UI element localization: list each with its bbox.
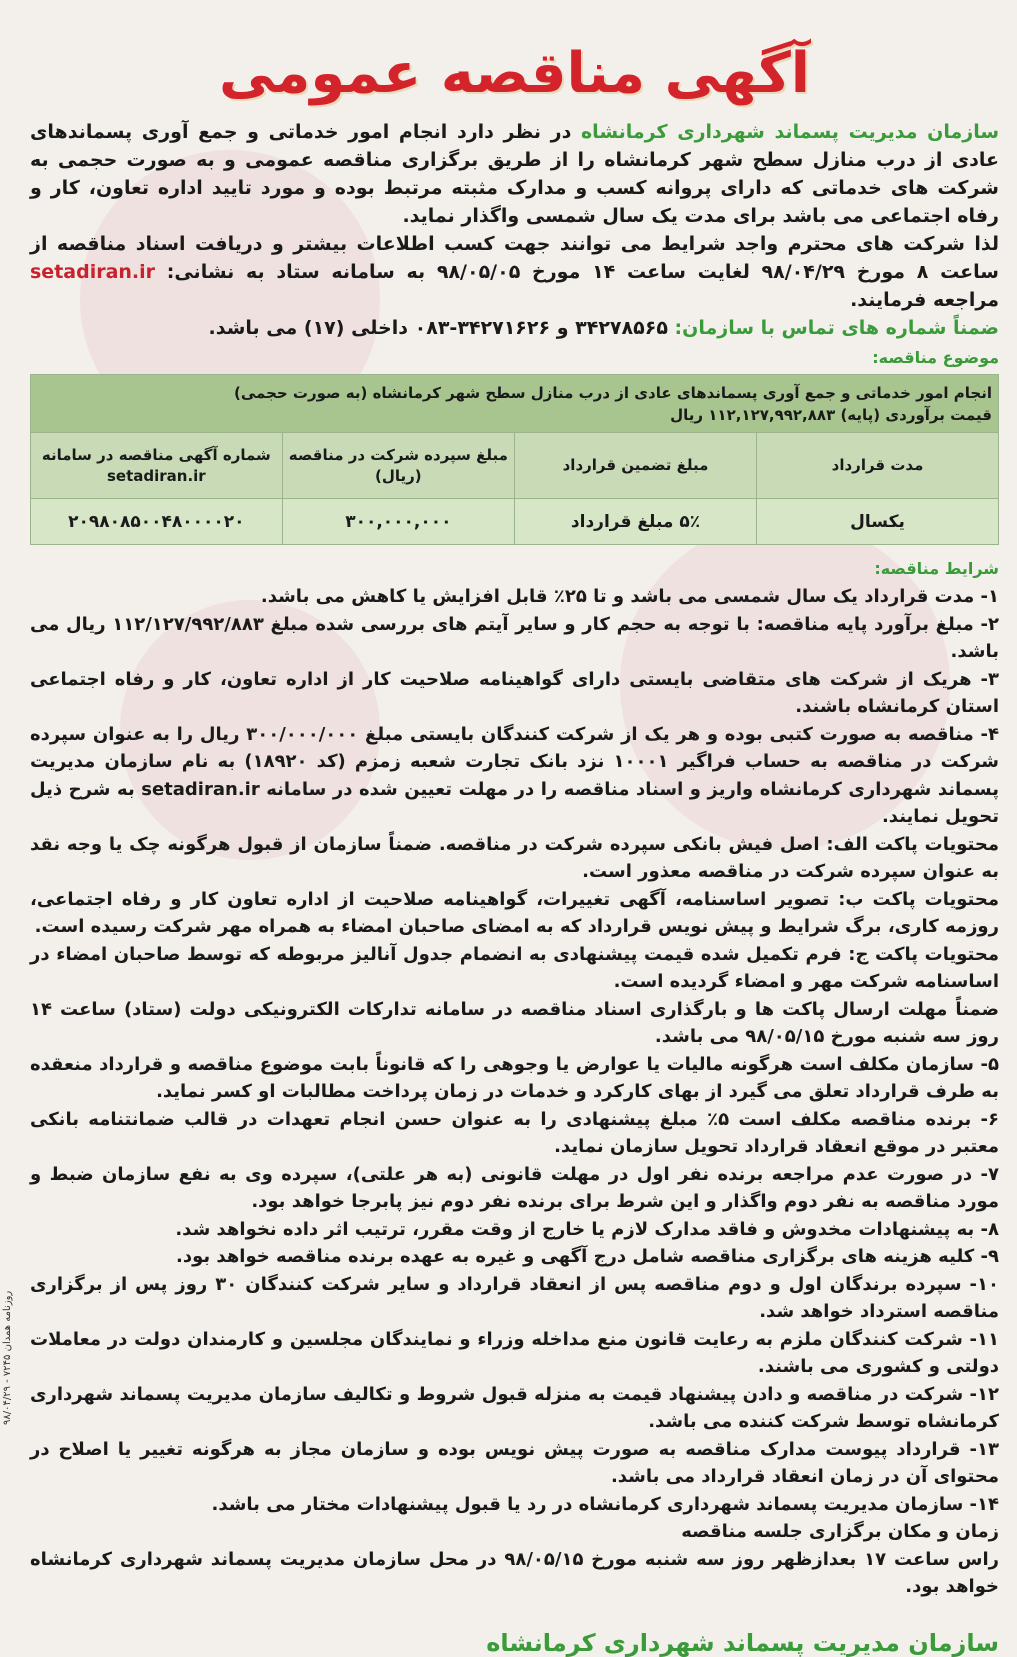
intro-paragraph xyxy=(30,118,999,230)
conditions-label: شرایط مناقصه: xyxy=(874,559,999,578)
header-deposit: مبلغ سپرده شرکت در مناقصه (ریال) xyxy=(282,433,514,499)
header-notice-number: شماره آگهی مناقصه در سامانه setadiran.ir xyxy=(31,433,283,499)
organization-name: سازمان مدیریت پسماند شهرداری کرمانشاه xyxy=(580,121,1000,143)
condition-item: محتویات پاکت الف: اصل فیش بانکی سپرده شرکت در مناقصه. ضمناً سازمان از قبول هرگونه چک یا وجه نقد به عنوان سپرده شرکت در مناقصه معذور است. xyxy=(30,833,999,882)
intro-text-2-end: مراجعه فرمایند. xyxy=(850,289,999,311)
condition-item: ۳- هریک از شرکت های متقاضی بایستی دارای گواهینامه صلاحیت کار از اداره تعاون، کار و رفاه اجتماعی استان کرمانشاه باشند. xyxy=(30,668,999,717)
condition-item: ضمناً مهلت ارسال پاکت ها و بارگذاری اسناد مناقصه در سامانه تدارکات الکترونیکی دولت (ستاد) ساعت ۱۴ روز سه شنبه مورخ ۹۸/۰۵/۱۵ می باشد. xyxy=(30,998,999,1047)
intro-section xyxy=(30,118,999,342)
condition-item: محتویات پاکت ب: تصویر اساسنامه، آگهی تغییرات، گواهینامه صلاحیت از اداره تعاون کار و رفاه اجتماعی، روزمه کاری، برگ شرایط و پیش نویس قرارداد که به امضای صاحبان امضاء به همراه مهر شرکت رسیده است. xyxy=(30,888,999,937)
condition-item: ۲- مبلغ برآورد پایه مناقصه: با توجه به حجم کار و سایر آیتم های بررسی شده مبلغ ۱۱۲/۱۲۷/۹۹۲/۸۸۳ ریال می باشد. xyxy=(30,613,999,662)
value-notice-number: ۲۰۹۸۰۸۵۰۰۴۸۰۰۰۰۲۰ xyxy=(31,499,283,545)
condition-item: ۸- به پیشنهادات مخدوش و فاقد مدارک لازم یا خارج از وقت مقرر، ترتیب اثر داده نخواهد شد. xyxy=(175,1218,999,1240)
footer-organization: سازمان مدیریت پسماند شهرداری کرمانشاه xyxy=(486,1628,999,1657)
value-guarantee: ۵٪ مبلغ قرارداد xyxy=(515,499,757,545)
contact-numbers: ۳۴۲۷۸۵۶۵ و ۳۴۲۷۱۶۲۶-۰۸۳ داخلی (۱۷) می باشد. xyxy=(208,317,668,339)
meeting-time-heading: زمان و مکان برگزاری جلسه مناقصه xyxy=(681,1521,999,1542)
meeting-time-detail: راس ساعت ۱۷ بعدازظهر روز سه شنبه مورخ ۹۸/۰۵/۱۵ در محل سازمان مدیریت پسماند شهرداری کرمانشاه خواهد بود. xyxy=(30,1548,999,1597)
intro-text-2: لذا شرکت های محترم واجد شرایط می توانند جهت کسب اطلاعات بیشتر و دریافت اسناد مناقصه از ساعت ۸ مورخ ۹۸/۰۴/۲۹ لغایت ساعت ۱۴ مورخ ۹۸/۰۵/۰۵ به سامانه ستاد به نشانی: xyxy=(30,233,999,283)
condition-item: ۷- در صورت عدم مراجعه برنده نفر اول در مهلت قانونی (به هر علتی)، سپرده وی به نفع سازمان ضبط و مورد مناقصه به نفر دوم واگذار و این شرط برای برنده نفر دوم نیز پابرجا خواهد بود. xyxy=(30,1163,999,1212)
base-price: قیمت برآوردی (پایه) ۱۱۲,۱۲۷,۹۹۲,۸۸۳ ریال xyxy=(670,405,992,424)
side-publication-note: روزنامه همدان ۷۲۴۵ - ۹۸/۰۴/۲۹ xyxy=(2,1290,13,1425)
condition-item: ۱۱- شرکت کنندگان ملزم به رعایت قانون منع مداخله وزراء و نمایندگان مجلسین و کارمندان دولت در معاملات دولتی و کشوری می باشند. xyxy=(30,1328,999,1377)
setadiran-link[interactable]: setadiran.ir xyxy=(30,261,156,283)
subject-text: انجام امور خدماتی و جمع آوری پسماندهای عادی از درب منازل سطح شهر کرمانشاه (به صورت حجمی) xyxy=(234,383,992,402)
tender-table xyxy=(30,374,999,545)
page-title: آگهی مناقصه عمومی xyxy=(219,41,810,106)
condition-item: ۴- مناقصه به صورت کتبی بوده و هر یک از شرکت کنندگان بایستی مبلغ ۳۰۰/۰۰۰/۰۰۰ ریال را به عنوان سپرده شرکت در مناقصه به حساب فراگیر ۱۰۰۰۱ نزد بانک تجارت شعبه زمزم (کد ۱۸۹۲۰) به نام سازمان مدیریت پسماند شهرداری کرمانشاه واریز و اسناد مناقصه را در مهلت تعیین شده در سامانه setadiran.ir به شرح ذیل تحویل نمایند. xyxy=(30,723,1000,827)
value-deposit: ۳۰۰,۰۰۰,۰۰۰ xyxy=(282,499,514,545)
contact-paragraph xyxy=(30,314,999,342)
condition-item: ۱۴- سازمان مدیریت پسماند شهرداری کرمانشاه در رد یا قبول پیشنهادات مختار می باشد. xyxy=(211,1493,999,1515)
condition-item: ۱- مدت قرارداد یک سال شمسی می باشد و تا ۲۵٪ قابل افزایش یا کاهش می باشد. xyxy=(260,586,999,607)
value-duration: یکسال xyxy=(757,499,999,545)
subject-cell xyxy=(31,375,999,433)
header-duration: مدت قرارداد xyxy=(757,433,999,499)
condition-item: ۶- برنده مناقصه مکلف است ۵٪ مبلغ پیشنهادی را به عنوان حسن انجام تعهدات در قالب ضمانتنامه بانکی معتبر در موقع انعقاد قرارداد تحویل سازمان نماید. xyxy=(30,1108,1000,1157)
condition-item: ۹- کلیه هزینه های برگزاری مناقصه شامل درج آگهی و غیره به عهده برنده مناقصه خواهد بود. xyxy=(176,1246,999,1267)
header-guarantee: مبلغ تضمین قرارداد xyxy=(515,433,757,499)
condition-item: ۱۲- شرکت در مناقصه و دادن پیشنهاد قیمت به منزله قبول شروط و تکالیف سازمان مدیریت پسماند شهرداری کرمانشاه توسط شرکت کننده می باشد. xyxy=(30,1383,999,1432)
intro-text: در نظر دارد انجام امور خدماتی و جمع آوری پسماندهای عادی از درب منازل سطح شهر کرمانشاه را از طریق برگزاری مناقصه عمومی و به صورت حجمی به شرکت های خدماتی که دارای پروانه کسب و مدارک مثبته مرتبط بوده و مورد تایید اداره تعاون، کار و رفاه اجتماعی می باشد برای مدت یک سال شمسی واگذار نماید. xyxy=(30,121,999,227)
intro-paragraph-2 xyxy=(30,230,999,314)
conditions-section xyxy=(30,559,999,1601)
condition-item: ۱۰- سپرده برندگان اول و دوم مناقصه پس از انعقاد قرارداد و سایر شرکت کنندگان ۳۰ روز پس از برگزاری مناقصه استرداد خواهد شد. xyxy=(30,1273,999,1322)
condition-item: محتویات پاکت ج: فرم تکمیل شده قیمت پیشنهادی به انضمام جدول آنالیز مربوطه که توسط صاحبان امضاء در اساسنامه شرکت مهر و امضاء گردیده است. xyxy=(30,943,999,992)
contact-label: ضمناً شماره های تماس با سازمان: xyxy=(667,317,999,339)
condition-item: ۱۳- قرارداد پیوست مدارک مناقصه به صورت پیش نویس بوده و سازمان مجاز به هرگونه تغییر یا اصلاح در محتوای آن در زمان انعقاد قرارداد می باشد. xyxy=(30,1438,999,1487)
subject-label: موضوع مناقصه: xyxy=(872,348,999,367)
condition-item: ۵- سازمان مکلف است هرگونه مالیات یا عوارض یا وجوهی را که قانوناً بابت موضوع مناقصه و قرارداد منعقده به طرف قرارداد تعلق می گیرد از بهای کارکرد و خدمات در زمان پرداخت مطالبات او کسر نماید. xyxy=(30,1053,999,1102)
